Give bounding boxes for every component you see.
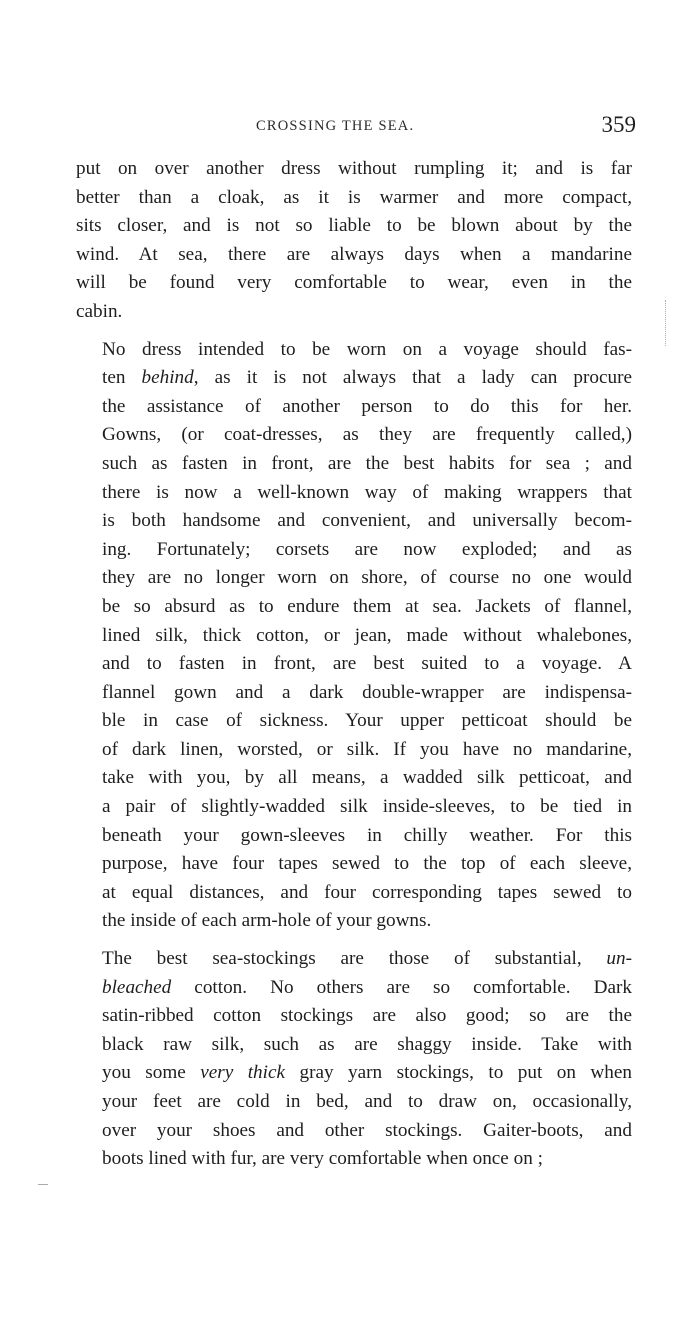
text-line: boots lined with fur, are very comfortable when once on ;: [102, 1148, 543, 1170]
text-line: is both handsome and convenient, and universally becom-: [102, 510, 632, 532]
italic-text: bleached: [102, 976, 172, 998]
text-line: they are no longer worn on shore, of course no one would: [102, 567, 632, 589]
text-line: be so absurd as to endure them at sea. Jackets of flannel,: [102, 595, 632, 617]
page-number: 359: [601, 112, 636, 137]
italic-text: un-: [606, 948, 632, 970]
text-line: lined silk, thick cotton, or jean, made without whalebones,: [102, 624, 632, 646]
text-line: your feet are cold in bed, and to draw on, occasionally,: [102, 1091, 632, 1112]
header-title: CROSSING THE SEA.: [256, 118, 415, 134]
text-line: will be found very comfortable to wear, even in the: [76, 272, 632, 294]
text-line: sits closer, and is not so liable to be blown about by the: [76, 215, 632, 237]
text-line: wind. At sea, there are always days when a mandarine: [76, 243, 632, 265]
text-line: a pair of slightly-wadded silk inside-sleeves, to be tied in: [102, 796, 632, 818]
text-line: and to fasten in front, are best suited to a voyage. A: [102, 653, 632, 675]
text-line: of dark linen, worsted, or silk. If you have no mandarine,: [102, 738, 632, 760]
text-line: ten behind, as it is not always that a lady can procure: [102, 367, 632, 389]
italic-text: very thick: [200, 1062, 286, 1084]
text-line: ble in case of sickness. Your upper petticoat should be: [102, 710, 632, 732]
margin-mark: [665, 300, 670, 346]
text-line: cabin.: [76, 300, 123, 322]
paragraph-dress-advice: [76, 336, 632, 936]
text-line: The best sea-stockings are those of substantial, un-: [102, 948, 632, 970]
text-line: flannel gown and a dark double-wrapper are indispensa-: [102, 681, 632, 703]
text-line: No dress intended to be worn on a voyage should fas-: [102, 338, 632, 360]
text-line: purpose, have four tapes sewed to the top of each sleeve,: [102, 853, 632, 875]
paragraph-stockings-advice: [76, 945, 632, 1174]
text-line: the inside of each arm-hole of your gowns.: [102, 910, 432, 932]
body-text: [76, 155, 632, 1174]
text-line: ing. Fortunately; corsets are now exploded; and as: [102, 538, 632, 560]
text-line: over your shoes and other stockings. Gaiter-boots, and: [102, 1119, 632, 1141]
text-line: Gowns, (or coat-dresses, as they are frequently called,): [102, 424, 632, 446]
print-speck: [38, 1184, 48, 1185]
text-line: the assistance of another person to do this for her.: [102, 395, 632, 417]
text-line: bleached cotton. No others are so comfortable. Dark: [102, 976, 632, 998]
text-line: you some very thick gray yarn stockings, to put on when: [102, 1062, 632, 1084]
text-line: there is now a well-known way of making wrappers that: [102, 481, 632, 503]
text-line: such as fasten in front, are the best habits for sea ; and: [102, 452, 632, 474]
text-line: better than a cloak, as it is warmer and more compact,: [76, 186, 632, 208]
italic-text: behind: [141, 367, 194, 389]
text-line: beneath your gown-sleeves in chilly weather. For this: [102, 824, 632, 846]
paragraph-continuation: [76, 155, 632, 327]
text-line: at equal distances, and four corresponding tapes sewed to: [102, 881, 632, 903]
running-head: [76, 112, 636, 142]
text-line: take with you, by all means, a wadded silk petticoat, and: [102, 767, 632, 789]
text-line: satin-ribbed cotton stockings are also good; so are the: [102, 1005, 632, 1027]
text-line: put on over another dress without rumpling it; and is far: [76, 158, 632, 179]
text-line: black raw silk, such as are shaggy inside. Take with: [102, 1033, 632, 1055]
